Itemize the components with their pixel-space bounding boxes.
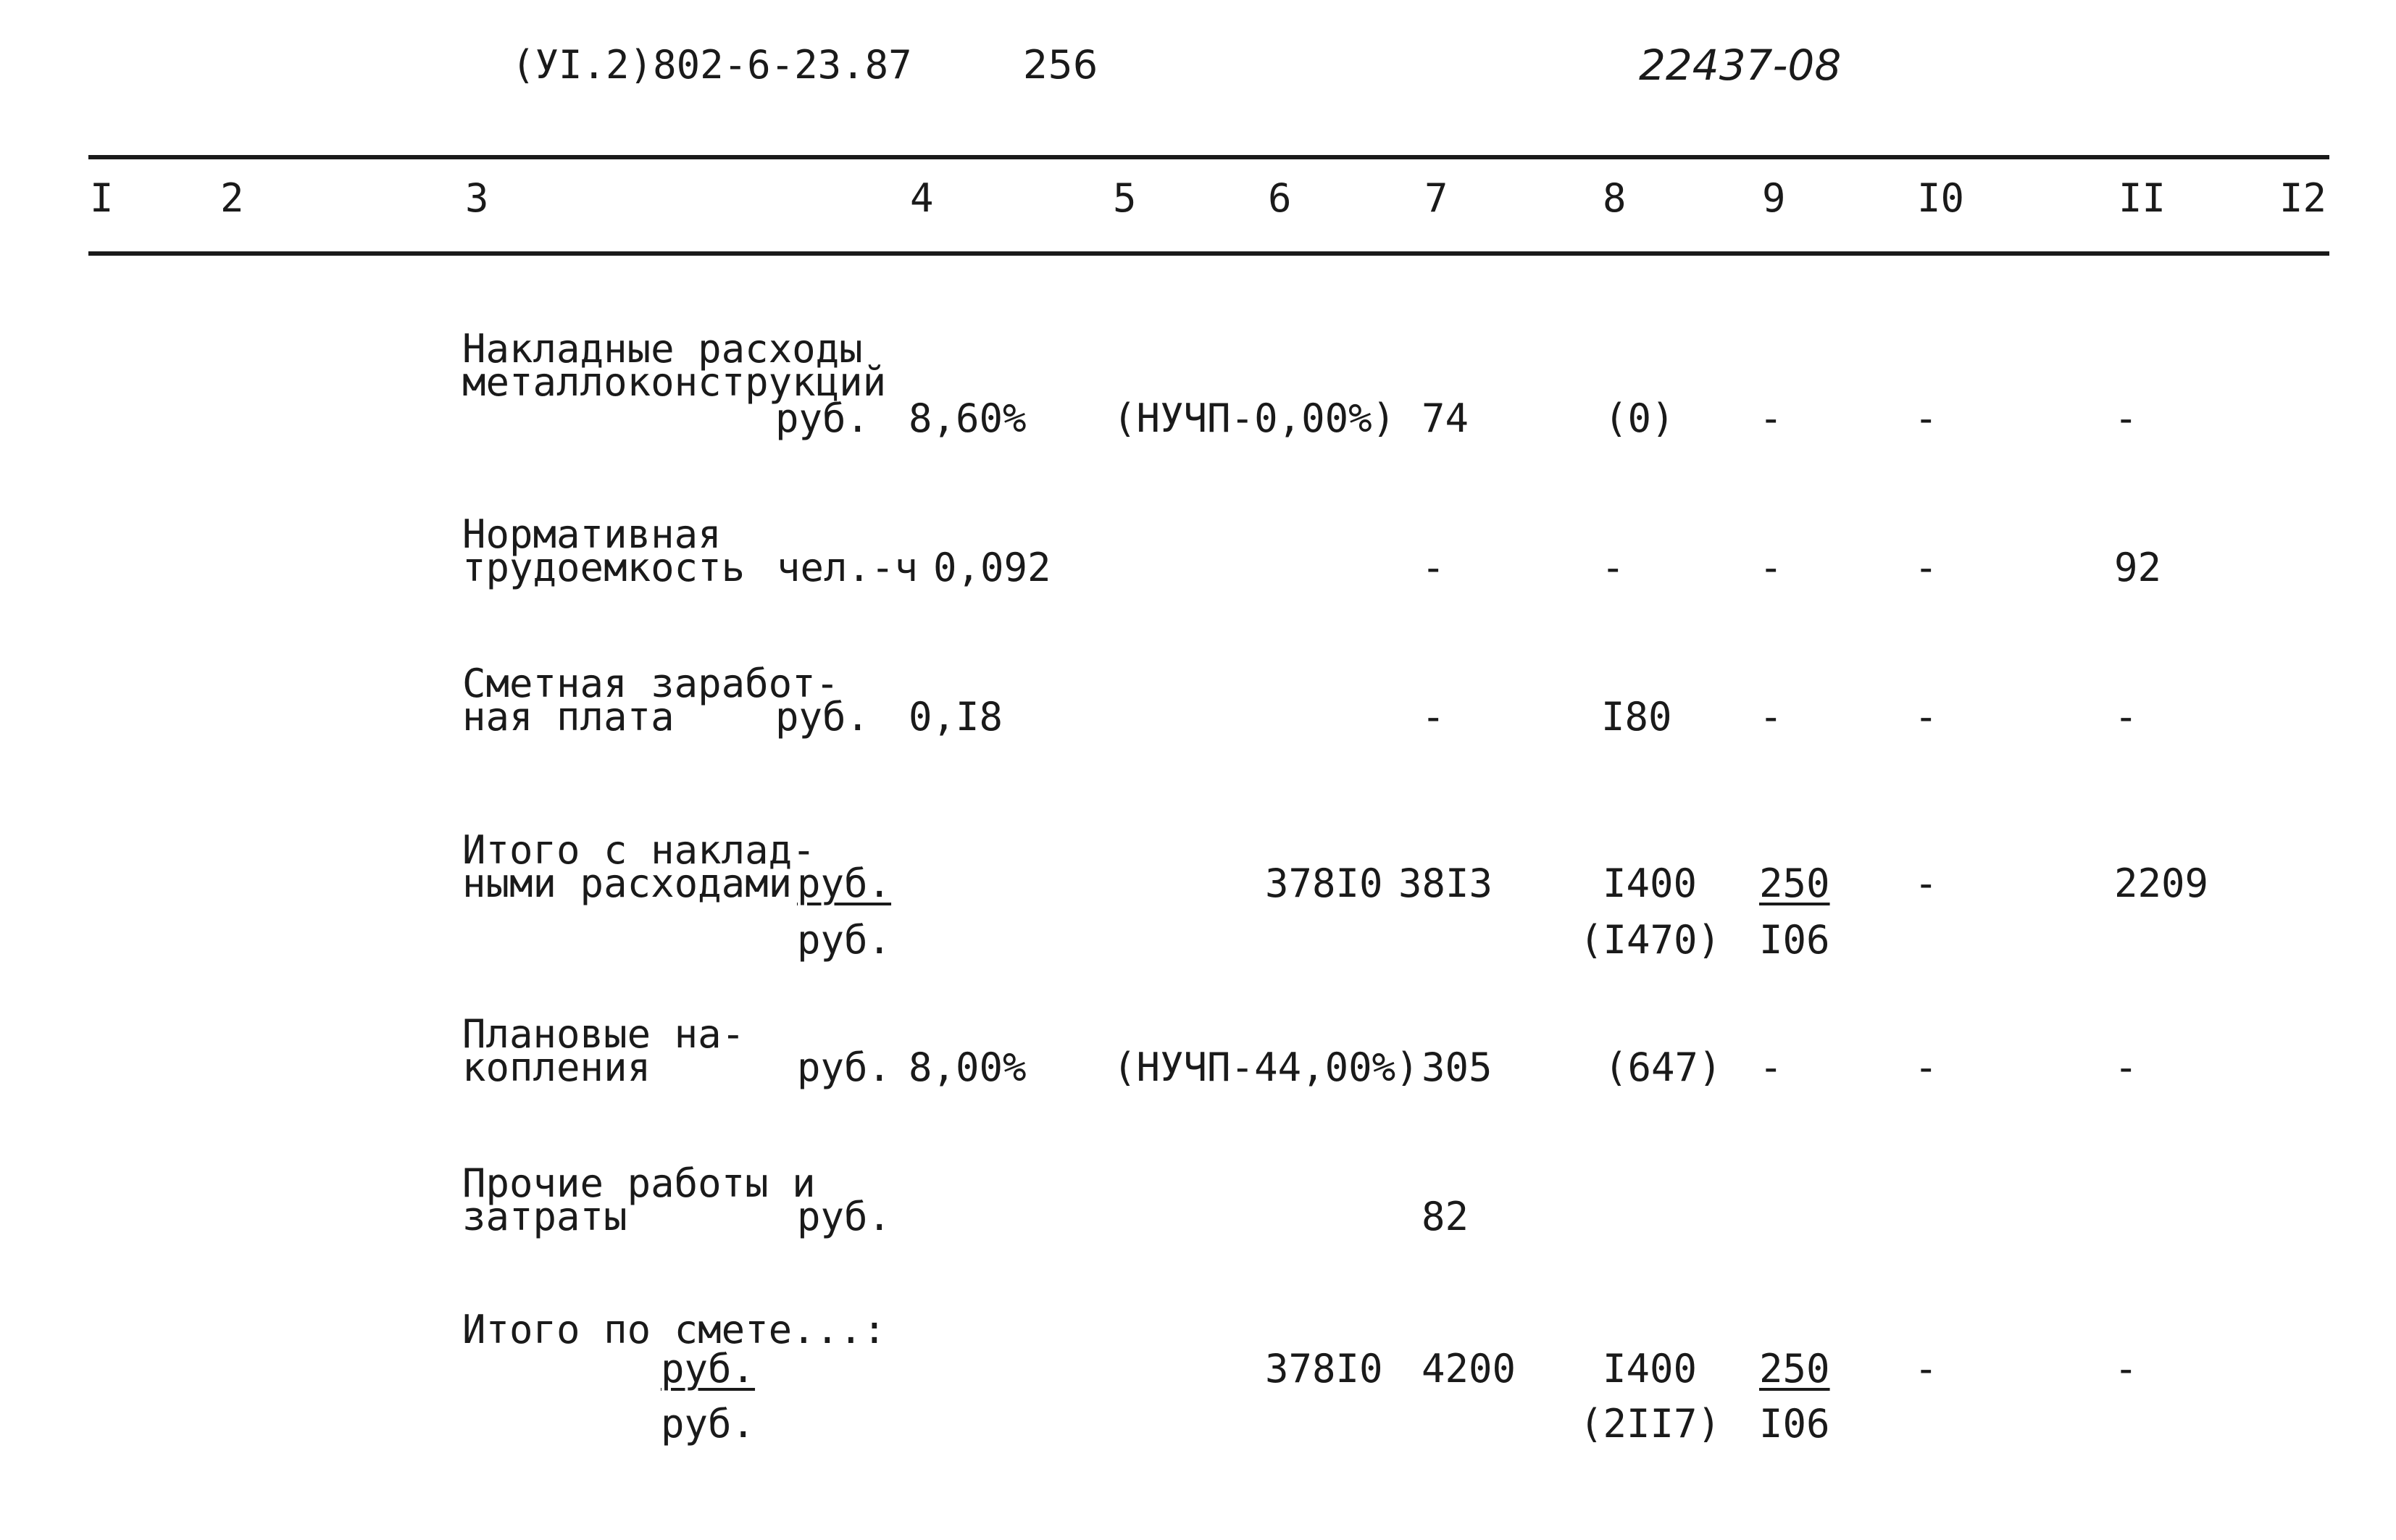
- item-col7: 38I3: [1398, 861, 1493, 906]
- column-number: 8: [1603, 175, 1627, 221]
- item-name: Накладные расходы: [462, 326, 863, 372]
- item-rate: 0,092: [933, 545, 1051, 590]
- item-unit: руб.: [797, 861, 892, 906]
- item-col6: 378I0: [1265, 861, 1383, 906]
- item-unit: руб.: [775, 694, 870, 740]
- header-bottom-rule: [88, 251, 2329, 256]
- column-number: I: [90, 175, 114, 221]
- item-col7: 82: [1422, 1194, 1469, 1239]
- document-code: (УI.2)802-6-23.87: [512, 42, 912, 88]
- item-col9-secondary: I06: [1759, 917, 1830, 963]
- column-number: 3: [465, 175, 489, 221]
- item-col8: I400: [1603, 1346, 1698, 1392]
- item-col8-secondary: (2II7): [1579, 1401, 1721, 1447]
- item-basis: (НУЧП-44,00%): [1113, 1045, 1419, 1090]
- item-col11: -: [2114, 694, 2138, 740]
- item-col10: -: [1914, 694, 1938, 740]
- item-name: копления: [462, 1045, 651, 1090]
- item-col8: I400: [1603, 861, 1698, 906]
- item-name: трудоемкость: [462, 545, 746, 590]
- item-unit: руб.: [661, 1346, 756, 1392]
- item-col11: -: [2114, 1045, 2138, 1090]
- column-number: II: [2119, 175, 2166, 221]
- item-col8: (0): [1604, 396, 1675, 441]
- item-col9: -: [1759, 1045, 1783, 1090]
- item-name: Плановые на-: [462, 1011, 746, 1057]
- item-name: затраты: [462, 1194, 627, 1239]
- column-number: 9: [1762, 175, 1786, 221]
- item-col8: I80: [1601, 694, 1672, 740]
- item-basis: (НУЧП-0,00%): [1113, 396, 1396, 441]
- column-number: I2: [2279, 175, 2327, 221]
- item-name: ными расходами: [462, 861, 793, 906]
- item-col11: 92: [2114, 545, 2162, 590]
- item-col11: -: [2114, 396, 2138, 441]
- item-col7: 4200: [1422, 1346, 1516, 1392]
- column-number: 4: [910, 175, 934, 221]
- item-col10: -: [1914, 1346, 1938, 1392]
- column-number: 7: [1424, 175, 1448, 221]
- item-unit-secondary: руб.: [797, 917, 892, 963]
- document-number: 22437-08: [1639, 41, 1842, 90]
- item-col9: -: [1759, 545, 1783, 590]
- page-number: 256: [1023, 42, 1098, 88]
- item-name: Итого по смете...:: [462, 1307, 887, 1352]
- item-col8: -: [1601, 545, 1625, 590]
- item-col11: -: [2114, 1346, 2138, 1392]
- column-number: 5: [1113, 175, 1137, 221]
- item-col10: -: [1914, 861, 1938, 906]
- item-col7: 305: [1422, 1045, 1493, 1090]
- item-name: Прочие работы и: [462, 1160, 816, 1206]
- item-unit-secondary: руб.: [661, 1401, 756, 1447]
- column-number: 6: [1268, 175, 1292, 221]
- item-rate: 0,I8: [909, 694, 1003, 740]
- item-col10: -: [1914, 396, 1938, 441]
- item-col9: 250: [1759, 861, 1830, 906]
- item-col9: 250: [1759, 1346, 1830, 1392]
- item-unit: руб.: [797, 1194, 892, 1239]
- item-name: металлоконструкций: [462, 359, 887, 405]
- item-col10: -: [1914, 545, 1938, 590]
- header-top-rule: [88, 155, 2329, 159]
- column-number: I0: [1917, 175, 1965, 221]
- item-col6: 378I0: [1265, 1346, 1383, 1392]
- item-col9: -: [1759, 396, 1783, 441]
- item-name: ная плата: [462, 694, 675, 740]
- item-col7: -: [1422, 545, 1445, 590]
- item-name: Сметная заработ-: [462, 661, 840, 706]
- column-number: 2: [220, 175, 244, 221]
- item-rate: 8,00%: [909, 1045, 1027, 1090]
- item-col7: 74: [1422, 396, 1469, 441]
- item-name: Итого с наклад-: [462, 827, 816, 873]
- item-name: Нормативная: [462, 511, 722, 557]
- item-col7: -: [1422, 694, 1445, 740]
- item-unit: чел.-ч: [777, 545, 919, 590]
- item-unit: руб.: [797, 1045, 892, 1090]
- item-rate: 8,60%: [909, 396, 1027, 441]
- item-col11: 2209: [2114, 861, 2209, 906]
- item-col9-secondary: I06: [1759, 1401, 1830, 1447]
- item-col10: -: [1914, 1045, 1938, 1090]
- item-unit: руб.: [775, 396, 870, 441]
- item-col8-secondary: (I470): [1579, 917, 1721, 963]
- item-col9: -: [1759, 694, 1783, 740]
- item-col8: (647): [1604, 1045, 1722, 1090]
